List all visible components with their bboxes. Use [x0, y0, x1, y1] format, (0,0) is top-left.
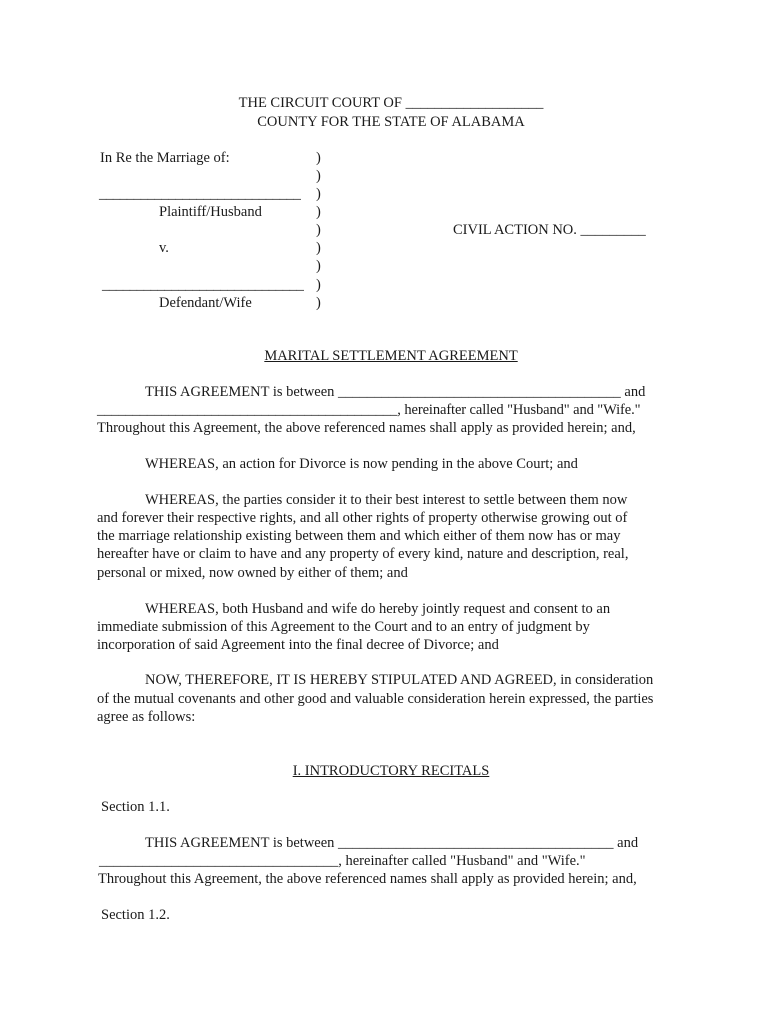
section-1-1-label: Section 1.1.: [101, 799, 170, 815]
p1-line3: Throughout this Agreement, the above referenced names shall apply as provided herein; and,: [97, 420, 636, 436]
defendant-blank: _____________________________: [102, 277, 304, 293]
section-1-1-line3: Throughout this Agreement, the above referenced names shall apply as provided herein; and,: [98, 871, 637, 887]
p3-line1: WHEREAS, the parties consider it to their best interest to settle between them now: [145, 492, 628, 508]
p1-line2: __________________________________________, hereinafter called "Husband" and "Wife.": [97, 402, 641, 418]
p2-line1: WHEREAS, an action for Divorce is now pending in the above Court; and: [145, 456, 578, 472]
section-1-1-line2: _________________________________, hereinafter called "Husband" and "Wife.": [99, 853, 586, 869]
caption-paren: ): [316, 186, 321, 202]
p4-line3: incorporation of said Agreement into the final decree of Divorce; and: [97, 637, 499, 653]
civil-action-number: CIVIL ACTION NO. _________: [453, 222, 646, 238]
p1-line1: THIS AGREEMENT is between _______________________________________ and: [145, 384, 646, 400]
caption-paren: ): [316, 222, 321, 238]
section-heading: I. INTRODUCTORY RECITALS: [292, 763, 490, 779]
caption-paren: ): [316, 277, 321, 293]
plaintiff-label: Plaintiff/Husband: [159, 204, 262, 220]
county-line: COUNTY FOR THE STATE OF ALABAMA: [257, 114, 525, 130]
versus-label: v.: [159, 240, 169, 256]
p5-line2: of the mutual covenants and other good and valuable consideration herein expressed, the parties: [97, 691, 654, 707]
p4-line1: WHEREAS, both Husband and wife do hereby jointly request and consent to an: [145, 601, 611, 617]
caption-paren: ): [316, 168, 321, 184]
document-title: MARITAL SETTLEMENT AGREEMENT: [264, 348, 518, 364]
court-name-line: THE CIRCUIT COURT OF ___________________: [238, 95, 544, 111]
section-1-1-line1: THIS AGREEMENT is between ______________________________________ and: [145, 835, 639, 851]
caption-paren: ): [316, 240, 321, 256]
section-1-2-label: Section 1.2.: [101, 907, 170, 923]
p3-line4: hereafter have or claim to have and any property of every kind, nature and description, real,: [97, 546, 629, 562]
p5-line3: agree as follows:: [97, 709, 196, 725]
in-re-label: In Re the Marriage of:: [100, 150, 230, 166]
p3-line3: the marriage relationship existing between them and which either of them now has or may: [97, 528, 621, 544]
p4-line2: immediate submission of this Agreement to the Court and to an entry of judgment by: [97, 619, 590, 635]
caption-paren: ): [316, 150, 321, 166]
p3-line5: personal or mixed, now owned by either of them; and: [97, 565, 408, 581]
plaintiff-blank: _____________________________: [99, 186, 301, 202]
p3-line2: and forever their respective rights, and all other rights of property otherwise growing out of: [97, 510, 628, 526]
caption-paren: ): [316, 204, 321, 220]
defendant-label: Defendant/Wife: [159, 295, 252, 311]
caption-paren: ): [316, 258, 321, 274]
p5-line1: NOW, THEREFORE, IT IS HEREBY STIPULATED AND AGREED, in consideration: [145, 672, 654, 688]
caption-paren: ): [316, 295, 321, 311]
